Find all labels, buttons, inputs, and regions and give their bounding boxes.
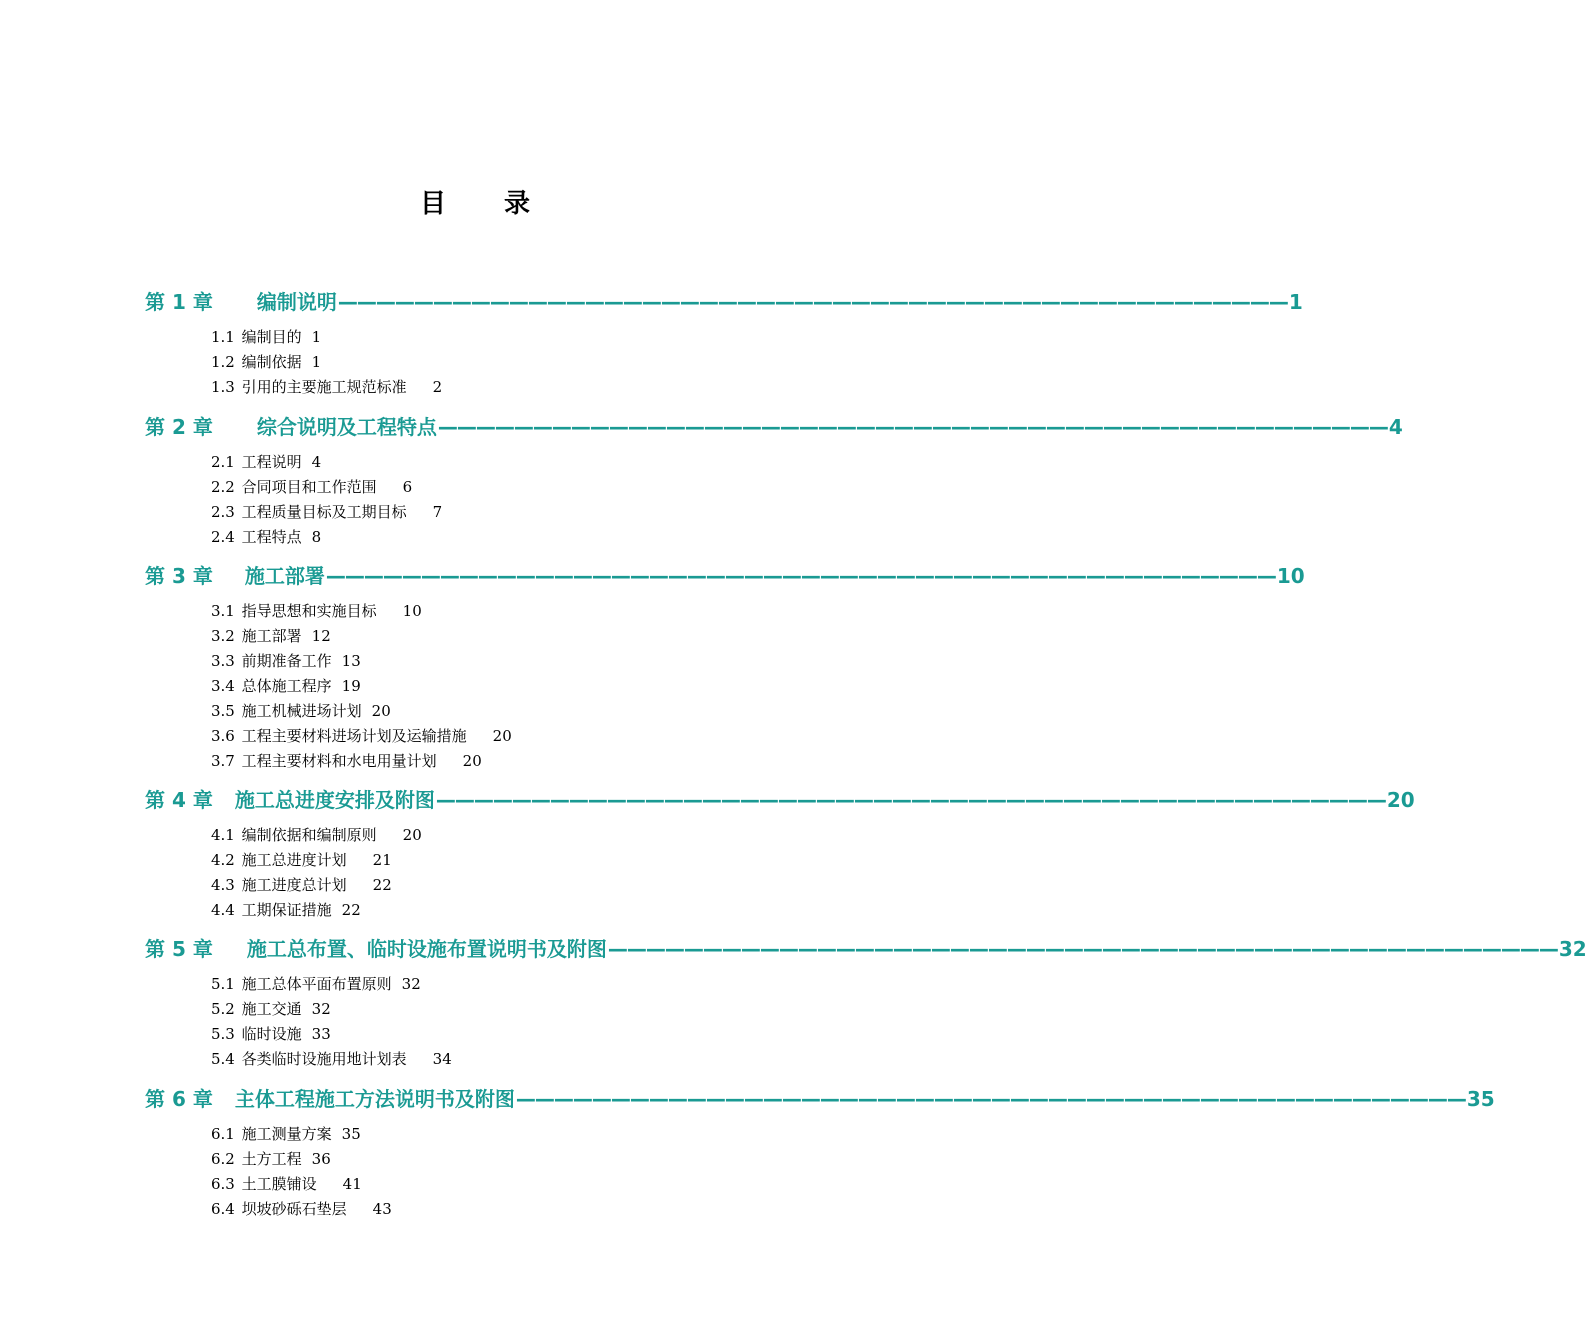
toc-item[interactable]	[211, 351, 321, 372]
toc-item[interactable]	[211, 600, 422, 621]
item-text: 施工总进度计划	[241, 851, 347, 869]
toc-item[interactable]	[211, 326, 321, 347]
item-text: 施工机械进场计划	[241, 702, 362, 720]
toc-item[interactable]	[211, 998, 331, 1019]
toc-item[interactable]	[211, 1123, 361, 1144]
item-number: 5.4	[211, 1050, 235, 1068]
chapter-label: 第 3 章	[145, 564, 213, 588]
chapter-page: 35	[1466, 1087, 1495, 1111]
dash-leader: ——————————————————————————————————————————————————	[435, 788, 1386, 812]
item-number: 6.3	[211, 1175, 235, 1193]
item-number: 3.4	[211, 677, 235, 695]
item-number: 3.2	[211, 627, 235, 645]
chapter-label: 第 2 章	[145, 415, 213, 439]
chapter-title: 编制说明	[256, 290, 337, 314]
item-text: 编制目的	[241, 328, 302, 346]
item-number: 3.5	[211, 702, 235, 720]
item-number: 3.3	[211, 652, 235, 670]
item-page: 1	[311, 353, 322, 371]
item-number: 6.4	[211, 1200, 235, 1218]
item-page: 20	[402, 826, 422, 844]
chapter-label: 第 1 章	[145, 290, 213, 314]
item-number: 5.3	[211, 1025, 235, 1043]
item-page: 20	[371, 702, 391, 720]
toc-item[interactable]	[211, 1048, 452, 1069]
item-text: 工程主要材料进场计划及运输措施	[241, 727, 467, 745]
item-text: 工程特点	[241, 528, 302, 546]
chapter-title: 施工总布置、临时设施布置说明书及附图	[246, 937, 607, 961]
item-page: 22	[372, 876, 392, 894]
toc-item[interactable]	[211, 1198, 392, 1219]
item-page: 32	[401, 975, 421, 993]
toc-item[interactable]	[211, 1148, 331, 1169]
item-text: 工程说明	[241, 453, 302, 471]
item-page: 19	[341, 677, 361, 695]
item-number: 1.1	[211, 328, 235, 346]
item-text: 合同项目和工作范围	[241, 478, 377, 496]
item-page: 20	[462, 752, 482, 770]
chapter-page: 20	[1386, 788, 1415, 812]
item-text: 工期保证措施	[241, 901, 332, 919]
item-text: 施工测量方案	[241, 1125, 332, 1143]
item-number: 3.6	[211, 727, 235, 745]
item-page: 33	[311, 1025, 331, 1043]
item-text: 前期准备工作	[241, 652, 332, 670]
item-number: 2.1	[211, 453, 235, 471]
chapter-title: 施工部署	[244, 564, 325, 588]
chapter-page: 4	[1388, 415, 1403, 439]
toc-item[interactable]	[211, 526, 321, 547]
toc-chapter-4[interactable]	[145, 784, 1415, 812]
item-number: 3.7	[211, 752, 235, 770]
item-text: 引用的主要施工规范标准	[241, 378, 407, 396]
item-page: 36	[311, 1150, 331, 1168]
item-page: 10	[402, 602, 422, 620]
toc-item[interactable]	[211, 1173, 362, 1194]
item-number: 4.4	[211, 901, 235, 919]
item-page: 2	[432, 378, 443, 396]
chapter-page: 10	[1276, 564, 1305, 588]
item-number: 2.4	[211, 528, 235, 546]
dash-leader: ——————————————————————————————————————————————————	[607, 937, 1558, 961]
item-number: 4.2	[211, 851, 235, 869]
item-number: 1.3	[211, 378, 235, 396]
dash-leader: ——————————————————————————————————————————————————	[515, 1087, 1466, 1111]
toc-item[interactable]	[211, 899, 361, 920]
item-text: 总体施工程序	[241, 677, 332, 695]
item-text: 施工交通	[241, 1000, 302, 1018]
chapter-title: 主体工程施工方法说明书及附图	[234, 1087, 515, 1111]
toc-item[interactable]	[211, 625, 331, 646]
toc-chapter-2[interactable]	[145, 411, 1403, 439]
item-page: 43	[372, 1200, 392, 1218]
chapter-label: 第 6 章	[145, 1087, 213, 1111]
item-page: 1	[311, 328, 322, 346]
item-number: 5.2	[211, 1000, 235, 1018]
item-number: 4.3	[211, 876, 235, 894]
item-text: 施工进度总计划	[241, 876, 347, 894]
toc-item[interactable]	[211, 750, 482, 771]
item-page: 13	[341, 652, 361, 670]
item-number: 3.1	[211, 602, 235, 620]
item-page: 12	[311, 627, 331, 645]
chapter-page: 32	[1558, 937, 1587, 961]
toc-item[interactable]	[211, 376, 442, 397]
item-text: 坝坡砂砾石垫层	[241, 1200, 347, 1218]
item-page: 32	[311, 1000, 331, 1018]
item-page: 35	[341, 1125, 361, 1143]
item-text: 各类临时设施用地计划表	[241, 1050, 407, 1068]
item-text: 编制依据	[241, 353, 302, 371]
item-text: 施工部署	[241, 627, 302, 645]
item-number: 6.1	[211, 1125, 235, 1143]
toc-item[interactable]	[211, 650, 361, 671]
item-text: 指导思想和实施目标	[241, 602, 377, 620]
toc-chapter-5[interactable]	[145, 933, 1587, 961]
toc-chapter-3[interactable]	[145, 560, 1305, 588]
dash-leader: ——————————————————————————————————————————————————	[325, 564, 1276, 588]
chapter-label: 第 5 章	[145, 937, 213, 961]
toc-item[interactable]	[211, 1023, 331, 1044]
item-page: 22	[341, 901, 361, 919]
item-text: 编制依据和编制原则	[241, 826, 377, 844]
chapter-label: 第 4 章	[145, 788, 213, 812]
item-text: 施工总体平面布置原则	[241, 975, 392, 993]
toc-item[interactable]	[211, 675, 361, 696]
item-number: 1.2	[211, 353, 235, 371]
toc-item[interactable]	[211, 700, 391, 721]
toc-item[interactable]	[211, 824, 422, 845]
item-page: 20	[492, 727, 512, 745]
toc-chapter-6[interactable]	[145, 1083, 1495, 1111]
item-number: 2.2	[211, 478, 235, 496]
toc-item[interactable]	[211, 874, 392, 895]
chapter-title: 施工总进度安排及附图	[234, 788, 435, 812]
toc-item[interactable]	[211, 725, 512, 746]
item-text: 土工膜铺设	[241, 1175, 317, 1193]
item-number: 2.3	[211, 503, 235, 521]
item-page: 34	[432, 1050, 452, 1068]
toc-item[interactable]	[211, 849, 392, 870]
item-text: 工程质量目标及工期目标	[241, 503, 407, 521]
dash-leader: ——————————————————————————————————————————————————	[337, 290, 1288, 314]
dash-leader: ——————————————————————————————————————————————————	[437, 415, 1388, 439]
item-text: 临时设施	[241, 1025, 302, 1043]
item-page: 6	[402, 478, 413, 496]
toc-item[interactable]	[211, 501, 442, 522]
toc-item[interactable]	[211, 476, 412, 497]
item-page: 4	[311, 453, 322, 471]
item-text: 工程主要材料和水电用量计划	[241, 752, 437, 770]
item-page: 41	[342, 1175, 362, 1193]
item-number: 5.1	[211, 975, 235, 993]
toc-chapter-1[interactable]	[145, 286, 1303, 314]
item-text: 土方工程	[241, 1150, 302, 1168]
item-page: 21	[372, 851, 392, 869]
item-page: 8	[311, 528, 322, 546]
toc-item[interactable]	[211, 973, 421, 994]
chapter-page: 1	[1288, 290, 1303, 314]
item-page: 7	[432, 503, 443, 521]
toc-item[interactable]	[211, 451, 321, 472]
item-number: 6.2	[211, 1150, 235, 1168]
item-number: 4.1	[211, 826, 235, 844]
page-title: 目录	[419, 189, 588, 219]
chapter-title: 综合说明及工程特点	[256, 415, 437, 439]
